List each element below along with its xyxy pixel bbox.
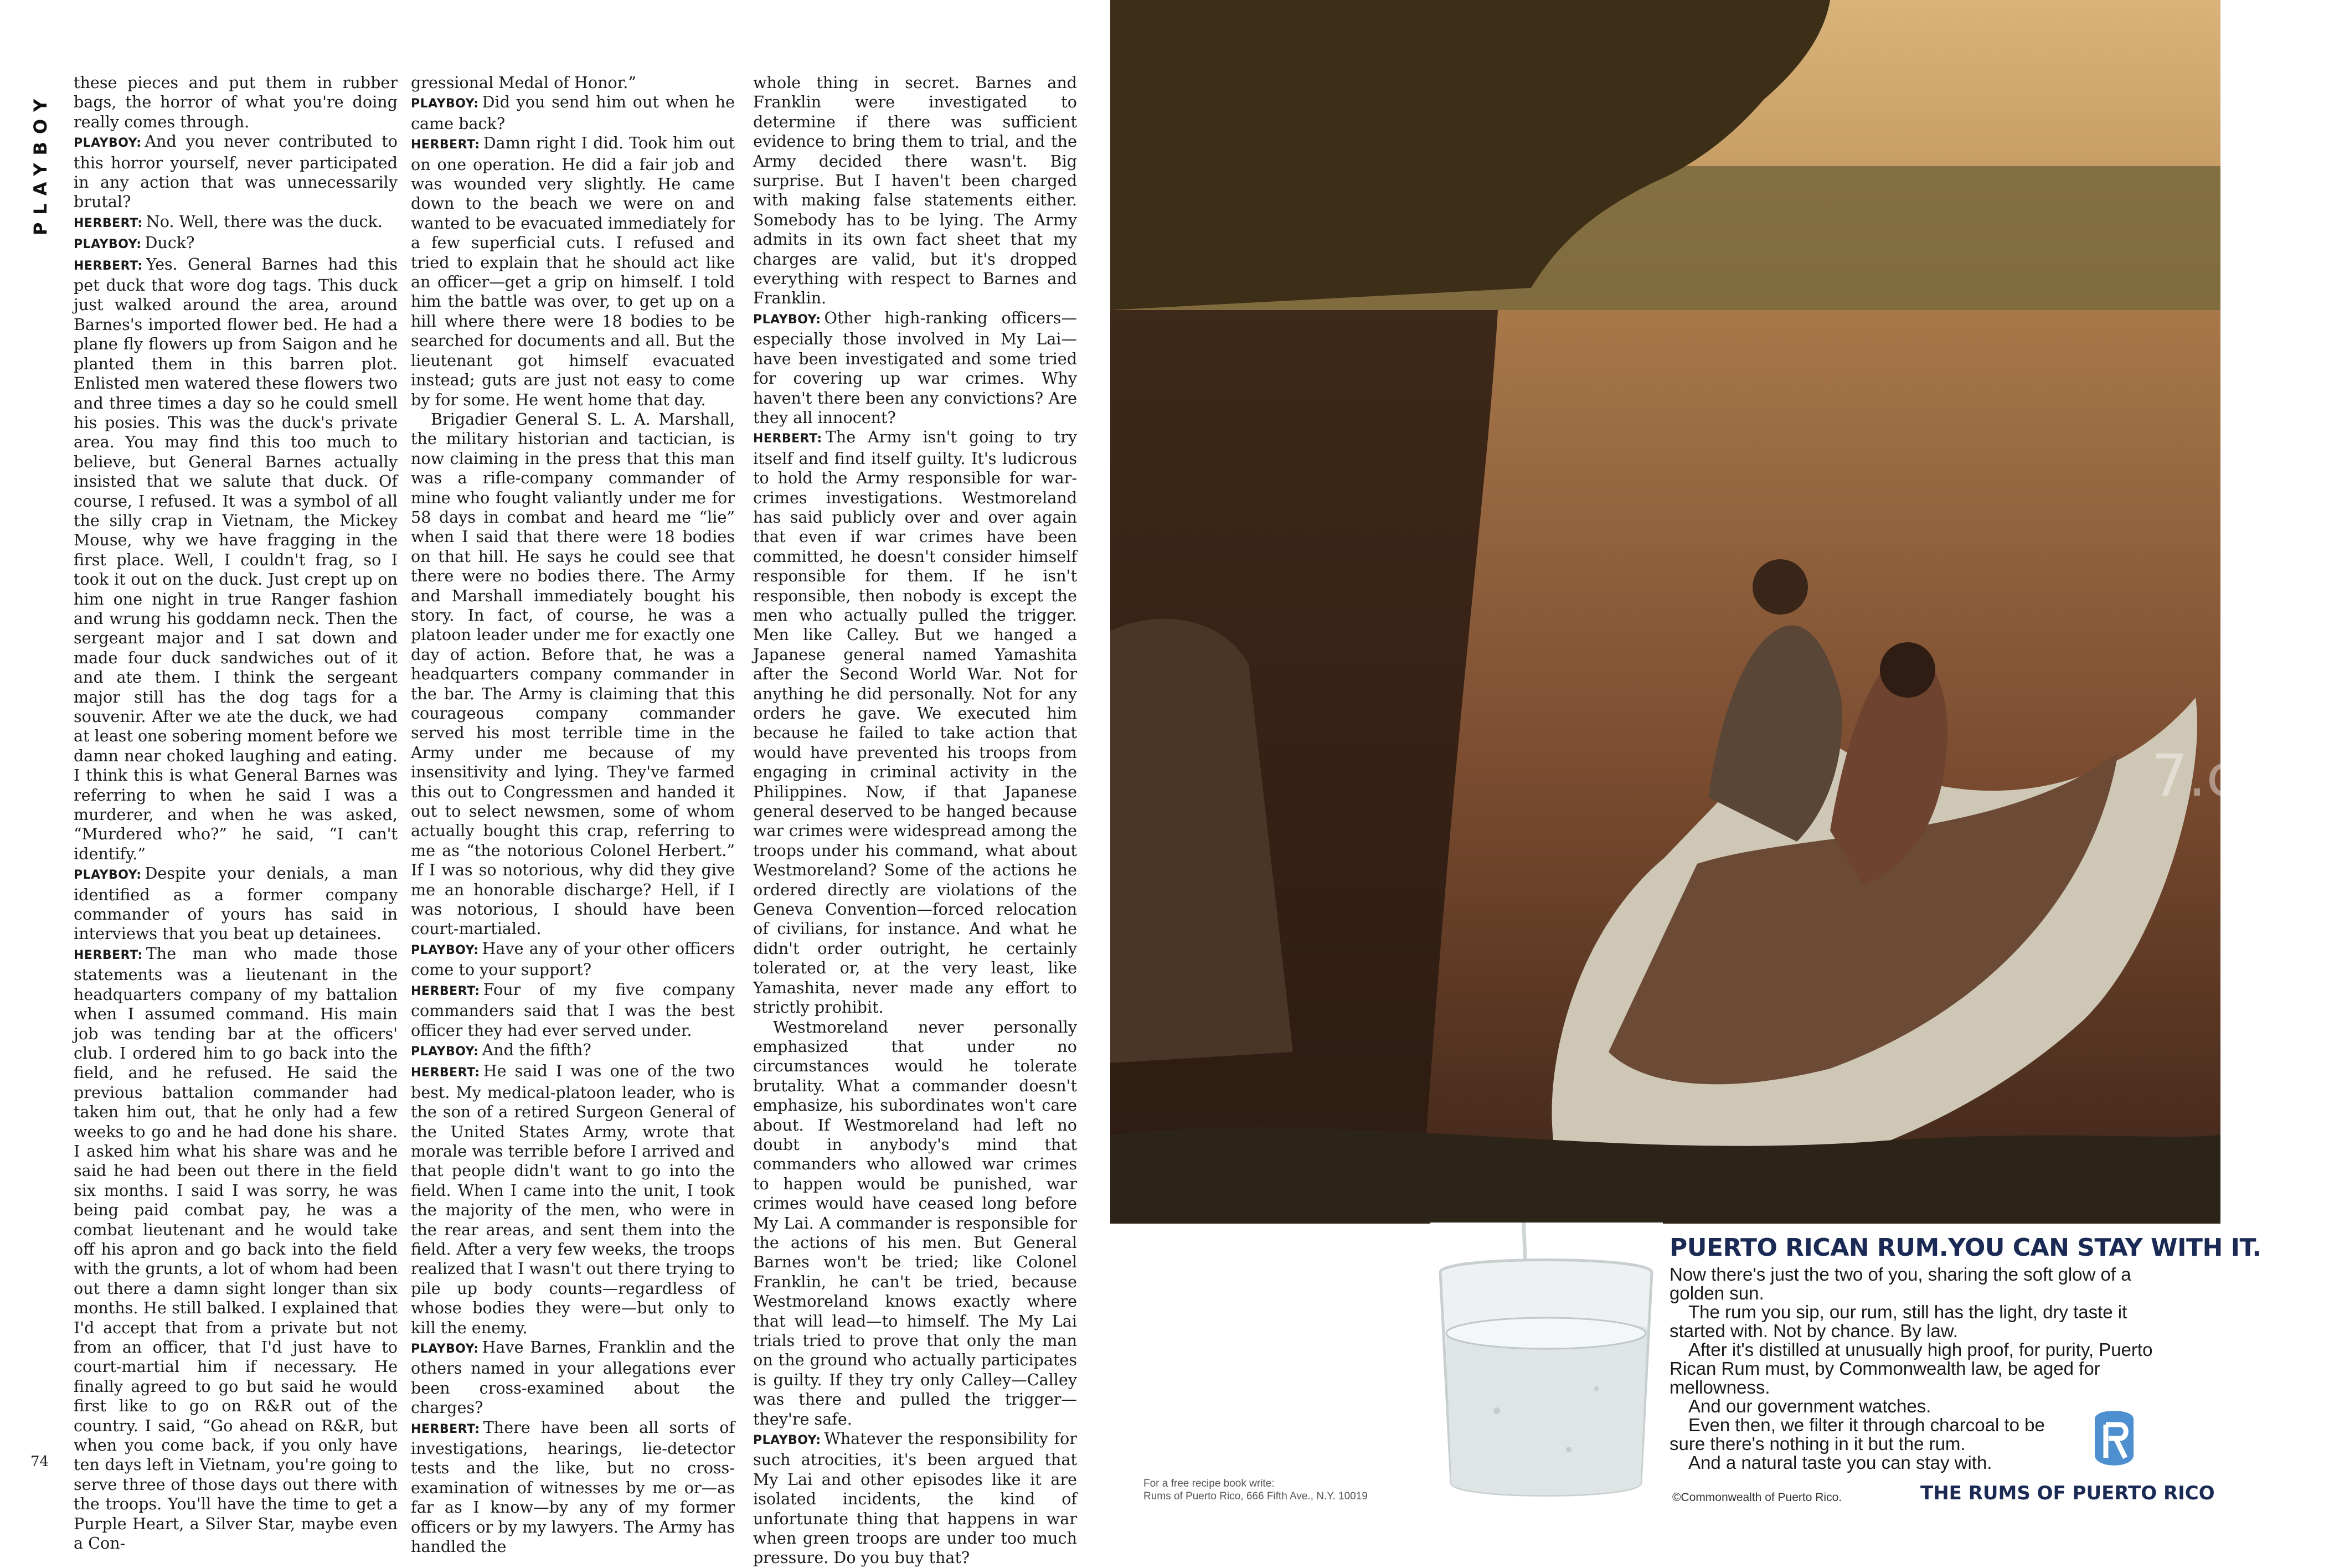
paragraph-text: Despite your denials, a man identified as a former company commander of yours has said in interviews that you beat up detainees. (74, 864, 398, 943)
paragraph-text: Yes. General Barnes had this pet duck that wore dog tags. This duck just walked around the area, around Barnes's imported flower bed. He had a plane fly flowers up from Saigon and he planted them in this barren plot. Enlisted men watered these flowers two and three times a day so he could smell his posies. This was the duck's private area. You may find this too much to believe, but General Barnes actually insisted that we salute that duck. Of course, I refused. It was a symbol of all the silly crap in Vietnam, the Mickey Mouse, why we have fragging in the first place. Well, I couldn't frag, so I took it out on the duck. Just crept up on him one night in true Ranger fashion and wrung his goddamn neck. Then the sergeant major and I sat down and made four duck sandwiches out of it and ate them. I think the sergeant major still has the dog tags for a souvenir. After we ate the duck, we had at least one sobering moment before we damn near choked laughing and eating. I think this is what General Barnes was referring to when he said I was a murderer, and when he was asked, “Murdered who?” he said, “I can't identify.” (74, 254, 398, 863)
recipe-note-line: For a free recipe book write: (1143, 1478, 1275, 1489)
speaker-label: PLAYBOY: (411, 1342, 479, 1356)
puerto-rico-seal-icon (2089, 1402, 2139, 1474)
speaker-label: HERBERT: (411, 1422, 480, 1436)
paragraph-text: Whatever the responsibility for such atrocities, it's been argued that My Lai and other episodes like it are isolated incidents, the kind of unfortunate thing that happens in war when green troops are under too much pressure. Do you buy that? (753, 1429, 1077, 1567)
paragraph-text: The man who made those statements was a lieutenant in the headquarters company of my battalion when I assumed command. His main job was tending bar at the officers' club. I ordered him to go back into the field, and he refused. He said the previous battalion commander had taken him out, that he only had a few weeks to go and he had done his share. I asked him what his share was and he said he had been out there in the field six months. I said I was sorry, he was being paid combat pay, he was a combat lieutenant and he would take off his apron and go back into the field with the grunts, a lot of whom had been out there a damn sight longer than six months. He still balked. I explained that I'd accept that from a private but not from an officer, that I'd just have to court-martial him if necessary. He finally agreed to go but said he would first like to go on R&R out of the country. I said, “Go ahead on R&R, but when you come back, if you only have ten days left in Vietnam, you're going to serve three of those days out there with the troops. You'll have the time to get a Purple Heart, a Silver Star, maybe even a Con- (74, 943, 398, 1553)
ad-body-paragraph: Even then, we filter it through charcoal to be sure there's nothing in it but the rum. (1670, 1415, 2045, 1454)
speaker-label: PLAYBOY: (74, 136, 142, 151)
paragraph-text: Did you send him out when he came back? (411, 92, 735, 133)
paragraph-text: gressional Medal of Honor.” (411, 73, 636, 92)
speaker-label: HERBERT: (74, 948, 143, 962)
article-paragraph (411, 410, 735, 939)
paragraph-text: whole thing in secret. Barnes and Franklin were investigated to determine if there was sufficient evidence to bring them to trial, and the Army decided there wasn't. Big surprise. But I haven't been charged with making false statements either. Somebody has to be lying. The Army admits in its own fact sheet that my charges are valid, but it's dropped everything with respect to Barnes and Franklin. (753, 73, 1077, 308)
page-number: 74 (30, 1453, 49, 1470)
article-paragraph (411, 92, 735, 133)
paragraph-text: And you never contributed to this horror yourself, never participated in any action that was unnecessarily brutal? (74, 132, 398, 212)
article-paragraph (753, 308, 1077, 427)
ad-copyright: ©Commonwealth of Puerto Rico. (1672, 1491, 1842, 1504)
recipe-book-offer (1143, 1477, 1398, 1503)
speaker-label: HERBERT: (753, 432, 822, 446)
speaker-label: HERBERT: (74, 216, 143, 230)
article-paragraph (411, 133, 735, 410)
paragraph-text: There have been all sorts of investigations, hearings, lie-detector tests and the like, but no cross-examination of witnesses by me or—as far as I know—by any of my former officers or by my lawyers. The Army has handled the (411, 1417, 735, 1556)
speaker-label: PLAYBOY: (74, 238, 142, 252)
man-head (1753, 559, 1808, 615)
running-head (27, 75, 54, 252)
article-paragraph (74, 73, 398, 132)
article-paragraph (753, 427, 1077, 1017)
watermark: 7.com (2151, 742, 2329, 809)
article-paragraph (411, 1040, 735, 1061)
speaker-label: PLAYBOY: (411, 943, 479, 957)
speaker-label: PLAYBOY: (753, 312, 821, 327)
woman-head (1880, 642, 1935, 698)
speaker-label: HERBERT: (74, 259, 143, 273)
article-paragraph (74, 233, 398, 254)
ad-body-paragraph: The rum you sip, our rum, still has the light, dry taste it started with. Not by chance. By law. (1670, 1302, 2127, 1341)
speaker-label: HERBERT: (411, 984, 480, 998)
paragraph-text: The Army isn't going to try itself and find itself guilty. It's ludicrous to hold the Army responsible for war-crimes investigations. Westmoreland has said publicly over and over again that even if war crimes have been committed, he doesn't consider himself responsible for them. If he isn't responsible, then nobody is except the men who actually pulled the trigger. Men like Calley. But we hanged a Japanese general named Yamashita after the Second World War. Not for anything he did personally. Not for any orders he gave. We executed him because he failed to take action that would have prevented his troops from engaging in criminal activity in the Philippines. Now, if that Japanese general deserved to be hanged because war crimes were widespread among the troops under his command, what about Westmoreland? Some of the actions he ordered directly are violations of the Geneva Convention—forced relocation of civilians, for instance. And what he didn't order outright, he certainly tolerated or, at the very least, like Yamashita, never made any effort to strictly prohibit. (753, 427, 1077, 1017)
article-column-2 (411, 73, 735, 1556)
article-column-1 (74, 73, 398, 1553)
paragraph-text: Four of my five company commanders said that I was the best officer they had ever served under. (411, 979, 735, 1040)
article-paragraph (74, 944, 398, 1554)
running-head-text: PLAYBOY (30, 91, 51, 236)
speaker-label: PLAYBOY: (74, 868, 142, 883)
article-paragraph (74, 864, 398, 944)
article-column-3 (753, 73, 1077, 1567)
speaker-label: HERBERT: (411, 1066, 480, 1080)
article-paragraph (411, 73, 735, 92)
ad-headline: PUERTO RICAN RUM.YOU CAN STAY WITH IT. (1670, 1234, 2261, 1262)
article-paragraph (74, 132, 398, 212)
ad-body-paragraph: Now there's just the two of you, sharing the soft glow of a golden sun. (1670, 1264, 2131, 1303)
speaker-label: PLAYBOY: (411, 1044, 479, 1059)
article-paragraph (411, 939, 735, 980)
paragraph-text: Other high-ranking officers—especially those involved in My Lai—have been investigated and some tried for covering up war crimes. Why haven't there been any convictions? Are they all innocent? (753, 308, 1077, 427)
speaker-label: PLAYBOY: (411, 97, 479, 111)
paragraph-text: Brigadier General S. L. A. Marshall, the military historian and tactician, is now claiming in the press that this man was a rifle-company commander of mine who fought valiantly under me for 58 days in combat and heard me “lie” when I said that there were 18 bodies on that hill. He says he could see that there were no bodies there. The Army and Marshall immediately bought his story. In fact, of course, he was a platoon leader under me for exactly one day of action. Before that, he was a headquarters company commander in the bar. The Army is claiming that this courageous company commander served his most terrible time in the Army under me because of my insensitivity and lying. They've farmed this out to Congressmen and handed it out to select newsmen, some of whom actually bought this crap, referring to me as “the notorious Colonel Herbert.” If I was so notorious, why did they give me an honorable discharge? Hell, if I was notorious, I should have been court-martialed. (411, 409, 735, 938)
ad-body-paragraph: And our government watches. (1688, 1396, 1931, 1416)
paragraph-text: He said I was one of the two best. My medical-platoon leader, who is the son of a retired Surgeon General of the United States Army, wrote that morale was terrible before I arrived and that people didn't want to go into the field. When I came into the unit, I took the majority of the men, who were in the rear areas, and sent them into the field. After a very few weeks, the troops realized that I wasn't out there trying to pile up body counts—regardless of whose bodies they were—but only to kill the enemy. (411, 1061, 735, 1337)
article-paragraph (74, 212, 398, 233)
ad-body-paragraph: After it's distilled at unusually high proof, for purity, Puerto Rican Rum must, by Commonwealth law, be aged for mellowness. (1670, 1339, 2153, 1397)
article-page (0, 0, 1110, 1567)
article-paragraph (411, 1338, 735, 1418)
paragraph-text: And the fifth? (482, 1040, 591, 1059)
paragraph-text: Have Barnes, Franklin and the others named in your allegations ever been cross-examined about the charges? (411, 1338, 735, 1417)
speaker-label: PLAYBOY: (753, 1433, 821, 1448)
article-paragraph (753, 1429, 1077, 1568)
paragraph-text: these pieces and put them in rubber bags, the horror of what you're doing really comes through. (74, 73, 398, 131)
ad-body-paragraph: And a natural taste you can stay with. (1688, 1452, 1992, 1473)
article-paragraph (753, 1018, 1077, 1430)
article-paragraph (411, 1061, 735, 1338)
paragraph-text: No. Well, there was the duck. (146, 212, 383, 231)
recipe-note-address: Rums of Puerto Rico, 666 Fifth Ave., N.Y. 10019 (1143, 1490, 1368, 1502)
paragraph-text: Westmoreland never personally emphasized that under no circumstances would he tolerate brutality. What a commander doesn't emphasize, his subordinates won't care about. If Westmoreland had left no doubt in anybody's mind that commanders who allowed war crimes to happen would be punished, war crimes would have ceased long before My Lai. A commander is responsible for the actions of his men. But General Barnes won't be tried; like Colonel Franklin, he can't be tried, because Westmoreland knows exactly where that will lead—to himself. The My Lai trials tried to prove that only the man on the ground who actually participates is guilty. If they try only Calley—Calley was there and pulled the trigger—they're safe. (753, 1017, 1077, 1428)
article-paragraph (411, 980, 735, 1040)
rum-glass-illustration (1430, 1223, 1663, 1505)
paragraph-text: Damn right I did. Took him out on one operation. He did a fair job and was wounded very slightly. He came down to the beach we were on and wanted to be evacuated immediately for a few superficial cuts. I refused and tried to explain that he should act like an officer—get a grip on himself. I told him the battle was over, to get up on a hill where there were 18 bodies to be searched for documents and all. But the lieutenant got himself evacuated instead; guts are just not easy to come by for some. He went home that day. (411, 133, 735, 409)
sunset-boat-photo (1110, 0, 2220, 1224)
ad-tagline: THE RUMS OF PUERTO RICO (1920, 1482, 2215, 1504)
article-paragraph (753, 73, 1077, 308)
article-paragraph (411, 1418, 735, 1557)
paragraph-text: Duck? (145, 233, 195, 252)
article-paragraph (74, 255, 398, 864)
speaker-label: HERBERT: (411, 138, 480, 152)
paragraph-text: Have any of your other officers come to your support? (411, 938, 735, 979)
